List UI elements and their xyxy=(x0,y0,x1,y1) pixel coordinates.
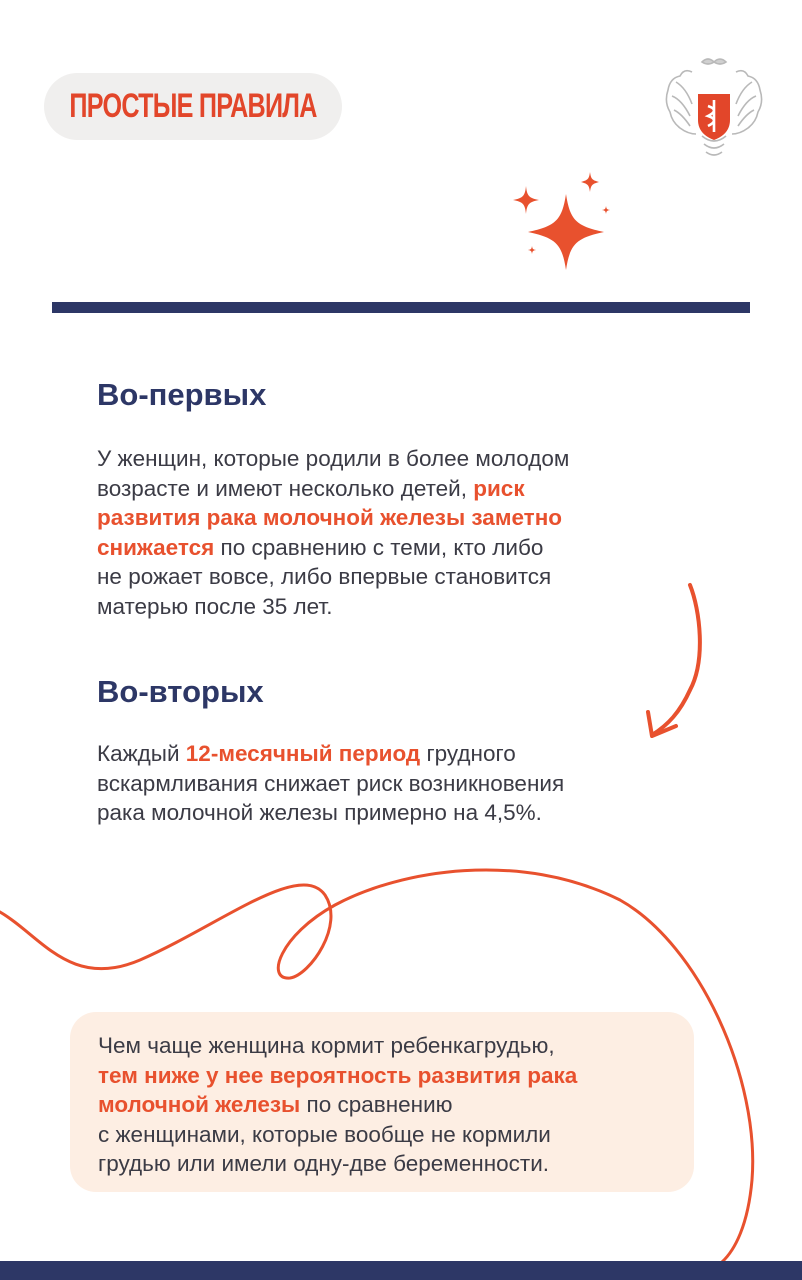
section1-paragraph xyxy=(97,444,569,621)
title-badge xyxy=(44,73,342,140)
highlight-text: 12-месячный период xyxy=(185,741,421,766)
body-text: Чем чаще женщина кормит ребенкагрудью, xyxy=(98,1033,555,1058)
header-divider xyxy=(52,302,750,313)
section1-heading: Во-первых xyxy=(97,377,267,412)
body-text: вскармливания снижает риск возникновения xyxy=(97,770,565,796)
highlight-text: снижается xyxy=(97,534,215,560)
body-text: рака молочной железы примерно на 4,5%. xyxy=(97,800,542,825)
body-text: с женщинами, которые вообще не кормили xyxy=(98,1121,551,1147)
body-text: У женщин, которые родили в более молодом xyxy=(97,446,570,471)
body-text: матерью после 35 лет. xyxy=(97,593,333,619)
body-text: возрасте и имеют несколько детей, xyxy=(97,475,474,501)
callout-paragraph xyxy=(98,1031,577,1179)
body-text: по сравнению с теми, кто либо xyxy=(214,534,544,560)
body-text: грудного xyxy=(420,741,516,766)
section2-paragraph xyxy=(97,739,564,828)
title-badge-label: ПРОСТЫЕ ПРАВИЛА xyxy=(69,87,317,125)
section2-heading: Во-вторых xyxy=(97,674,264,709)
ministry-emblem-icon xyxy=(662,52,766,158)
curved-arrow-head xyxy=(648,712,676,736)
body-text: Каждый xyxy=(97,741,186,766)
footer-bar xyxy=(0,1261,802,1280)
body-text: не рожает вовсе, либо впервые становится xyxy=(97,564,552,589)
body-text: грудью или имели одну-две беременности. xyxy=(98,1151,550,1176)
summary-callout xyxy=(70,1012,694,1192)
highlight-text: развития рака молочной железы заметно xyxy=(97,505,563,530)
highlight-text: тем ниже у нее вероятность развития рака xyxy=(98,1062,578,1088)
highlight-text: риск xyxy=(473,475,525,501)
highlight-text: молочной железы xyxy=(98,1092,301,1117)
sparkle-stars-icon xyxy=(508,168,618,276)
body-text: по сравнению xyxy=(300,1092,453,1117)
curved-arrow-icon xyxy=(652,585,700,735)
